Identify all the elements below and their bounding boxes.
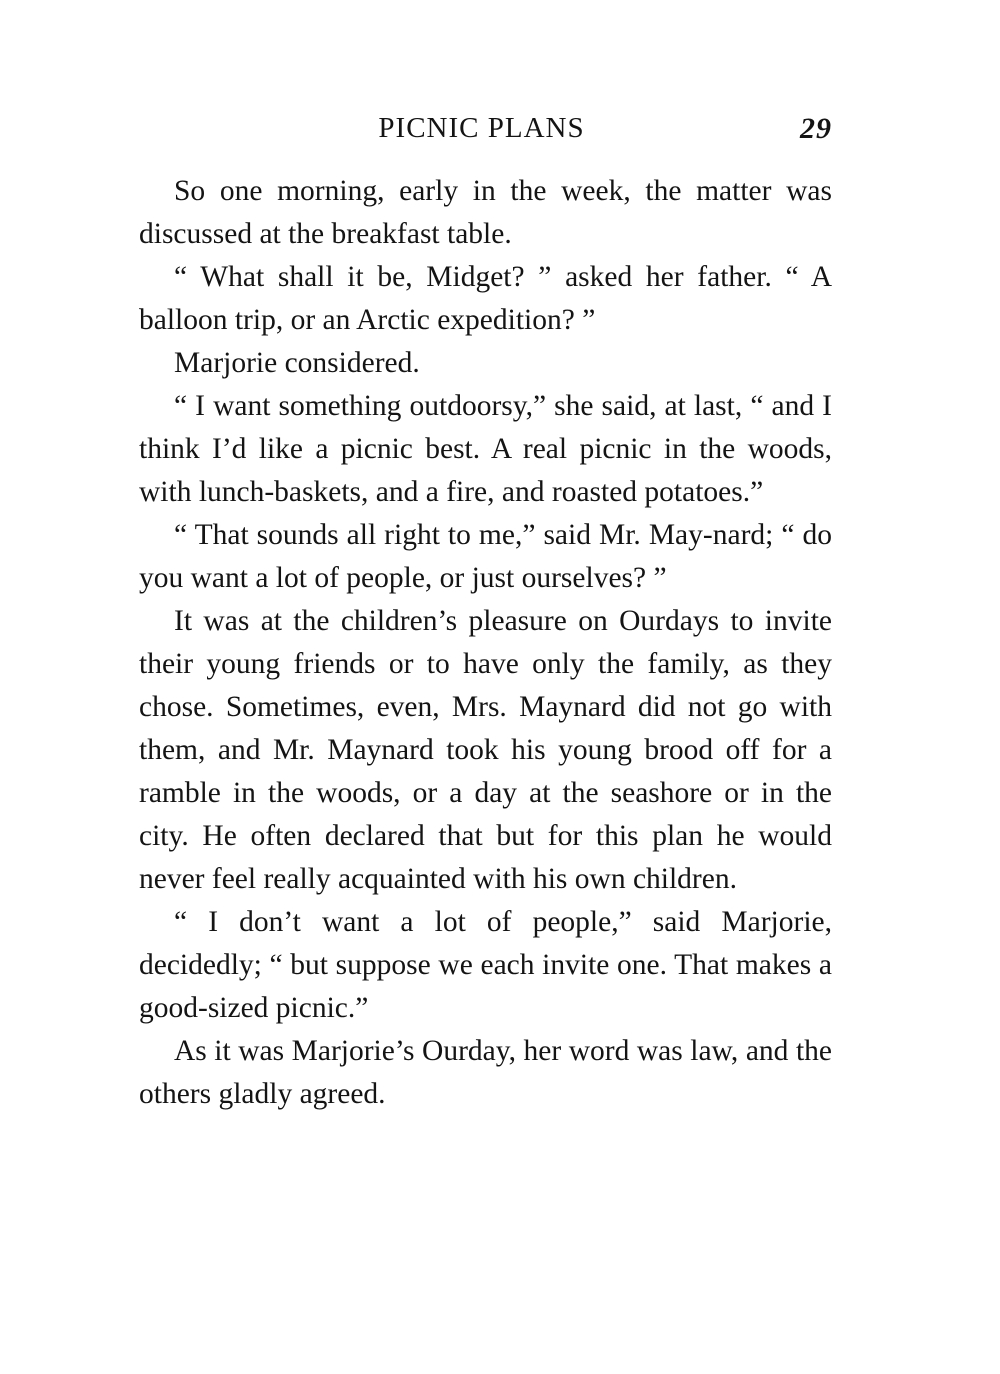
paragraph: “ What shall it be, Midget? ” asked her father. “ A balloon trip, or an Arctic expedition? ” <box>139 261 832 336</box>
running-head: PICNIC PLANS <box>378 112 585 144</box>
page-number: 29 <box>800 112 832 145</box>
paragraph: It was at the children’s pleasure on Ourdays to invite their young friends or to have only the family, as they chose. Sometimes, even, Mrs. Maynard did not go with them, and Mr. Maynard took his young brood off for a ramble in the woods, or a day at the seashore or in the city. He often declared that but for this plan he would never feel really acquainted with his own children. <box>139 605 832 895</box>
paragraph: “ That sounds all right to me,” said Mr. May-nard; “ do you want a lot of people, or just ourselves? ” <box>139 519 832 594</box>
paragraph: Marjorie considered. <box>174 347 420 379</box>
body-text <box>139 170 832 1116</box>
paragraph: “ I want something outdoorsy,” she said, at last, “ and I think I’d like a picnic best. A real picnic in the woods, with lunch-baskets, and a fire, and roasted potatoes.” <box>139 390 832 508</box>
book-page <box>139 104 832 1116</box>
paragraph: “ I don’t want a lot of people,” said Marjorie, decidedly; “ but suppose we each invite one. That makes a good-sized picnic.” <box>139 906 832 1024</box>
page-header <box>139 104 832 150</box>
paragraph: So one morning, early in the week, the matter was discussed at the breakfast table. <box>139 175 832 250</box>
paragraph: As it was Marjorie’s Ourday, her word was law, and the others gladly agreed. <box>139 1035 832 1110</box>
